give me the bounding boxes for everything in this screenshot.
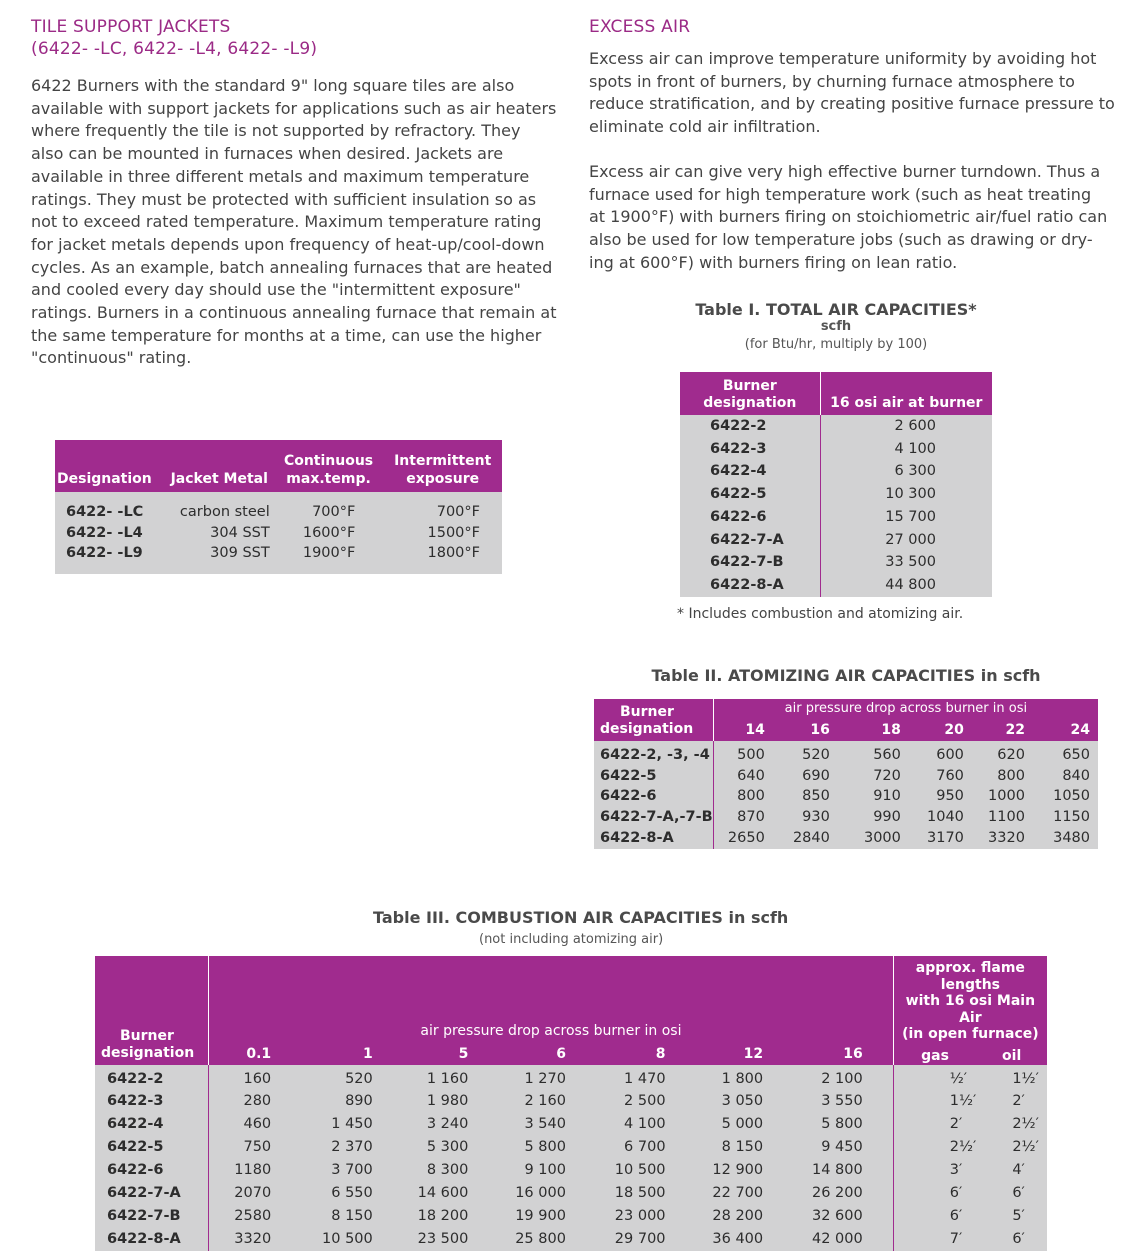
table2-value: 2840 [779, 828, 850, 849]
tile-jackets-title-line1: TILE SUPPORT JACKETS [31, 17, 231, 37]
table3-value: 1 800 [706, 1065, 806, 1091]
table2-value: 1000 [974, 786, 1039, 807]
jacket-header-continuous: Continuous max.temp. [274, 440, 384, 492]
table2-value: 690 [779, 766, 850, 787]
excess-para2-line: furnace used for high temperature work (such as heat treating [589, 184, 1092, 204]
table2-value: 850 [779, 786, 850, 807]
table3-col-header: 6 [508, 1043, 608, 1065]
table3-value: 3 050 [706, 1090, 806, 1113]
table3-header-burner: Burner designation [95, 956, 209, 1065]
table3-value: 9 100 [508, 1159, 608, 1182]
table3-header-pressure: air pressure drop across burner in osi [209, 956, 894, 1043]
table3-value: 18 200 [411, 1205, 509, 1228]
table2-col-header: 16 [779, 719, 850, 741]
table1-value: 10 300 [820, 483, 992, 506]
table2-value: 1150 [1039, 807, 1098, 828]
jacket-metal: 309 SST [165, 543, 274, 574]
table1-value: 2 600 [820, 415, 992, 438]
table3-designation: 6422-8-A [95, 1228, 209, 1251]
table1-designation: 6422-3 [680, 438, 820, 461]
table3-value: 460 [209, 1113, 316, 1136]
table3-value: 2 160 [508, 1090, 608, 1113]
table3-value: 12 900 [706, 1159, 806, 1182]
table3-value: 750 [209, 1136, 316, 1159]
table3-flame-oil: 5′ [976, 1205, 1047, 1228]
table3-value: 10 500 [315, 1228, 411, 1251]
table3-flame-oil: 1½′ [976, 1065, 1047, 1091]
table3-value: 14 600 [411, 1182, 509, 1205]
table2-value: 990 [850, 807, 913, 828]
tile-body-line: ratings. Burners in a continuous annealing furnace that remain at [31, 303, 557, 323]
table3-value: 2 370 [315, 1136, 411, 1159]
table2-row [594, 786, 1098, 807]
table3-value: 3 700 [315, 1159, 411, 1182]
table3-designation: 6422-2 [95, 1065, 209, 1091]
table3-row [95, 1228, 1047, 1251]
table3-value: 29 700 [608, 1228, 706, 1251]
table3-value: 6 700 [608, 1136, 706, 1159]
table3-col-header: 5 [411, 1043, 509, 1065]
table2-col-header: 22 [974, 719, 1039, 741]
table2-designation: 6422-8-A [594, 828, 713, 849]
table3-value: 22 700 [706, 1182, 806, 1205]
jacket-continuous: 1600°F [274, 523, 384, 544]
table2-value: 500 [713, 741, 779, 766]
table3-value: 280 [209, 1090, 316, 1113]
table3-value: 3 550 [805, 1090, 893, 1113]
table3-value: 1 980 [411, 1090, 509, 1113]
jacket-table [55, 440, 502, 574]
table3-value: 8 150 [315, 1205, 411, 1228]
table3-col-header: 16 [805, 1043, 893, 1065]
table2-row [594, 741, 1098, 766]
table3-flame-oil: 2′ [976, 1090, 1047, 1113]
table2-value: 800 [713, 786, 779, 807]
table2-designation: 6422-5 [594, 766, 713, 787]
table3-value: 2070 [209, 1182, 316, 1205]
table3-flame-gas: 6′ [893, 1205, 976, 1228]
table3-value: 18 500 [608, 1182, 706, 1205]
table3-value: 5 000 [706, 1113, 806, 1136]
jacket-designation: 6422- -LC [55, 492, 165, 523]
table2-row [594, 807, 1098, 828]
table3-value: 8 150 [706, 1136, 806, 1159]
tile-body-line: available with support jackets for applications such as air heaters [31, 98, 557, 118]
table3-value: 32 600 [805, 1205, 893, 1228]
table1-value: 33 500 [820, 551, 992, 574]
excess-para1-line: Excess air can improve temperature uniformity by avoiding hot [589, 49, 1097, 68]
table3-value: 23 500 [411, 1228, 509, 1251]
table3-flame-gas: ½′ [893, 1065, 976, 1091]
table3-flame-gas: 3′ [893, 1159, 976, 1182]
table2-value: 950 [913, 786, 974, 807]
table2-value: 560 [850, 741, 913, 766]
table2-designation: 6422-7-A,-7-B [594, 807, 713, 828]
table3-value: 25 800 [508, 1228, 608, 1251]
table3-value: 4 100 [608, 1113, 706, 1136]
table3-value: 1 270 [508, 1065, 608, 1091]
table1-row [680, 460, 992, 483]
table3-flame-oil: 6′ [976, 1182, 1047, 1205]
table3-flame-oil: 4′ [976, 1159, 1047, 1182]
table3-value: 14 800 [805, 1159, 893, 1182]
table3-value: 5 300 [411, 1136, 509, 1159]
table1-designation: 6422-2 [680, 415, 820, 438]
table1-row [680, 551, 992, 574]
jacket-continuous: 700°F [274, 492, 384, 523]
excess-air-para2 [589, 161, 1119, 275]
tile-body-line: available in three different metals and maximum temperature [31, 166, 530, 186]
table3-flame-gas: 2′ [893, 1113, 976, 1136]
table2-designation: 6422-6 [594, 786, 713, 807]
table1-row [680, 506, 992, 529]
table2-value: 1040 [913, 807, 974, 828]
table3-col-oil: oil [976, 1043, 1047, 1065]
jacket-metal: carbon steel [165, 492, 274, 523]
table3-designation: 6422-6 [95, 1159, 209, 1182]
table3-value: 3 240 [411, 1113, 509, 1136]
table3-row [95, 1090, 1047, 1113]
jacket-designation: 6422- -L4 [55, 523, 165, 544]
table1-designation: 6422-7-B [680, 551, 820, 574]
tile-jackets-body [31, 75, 561, 370]
table2-value: 3170 [913, 828, 974, 849]
table2-row [594, 766, 1098, 787]
table3-value: 16 000 [508, 1182, 608, 1205]
table3-row [95, 1205, 1047, 1228]
jacket-intermittent: 1500°F [383, 523, 502, 544]
table2-value: 520 [779, 741, 850, 766]
table3-row [95, 1113, 1047, 1136]
tile-body-line: not to exceed rated temperature. Maximum temperature rating [31, 212, 542, 232]
table3-flame-oil: 6′ [976, 1228, 1047, 1251]
table2-header-pressure: air pressure drop across burner in osi [713, 699, 1098, 719]
table1-value: 44 800 [820, 574, 992, 597]
table1-unit: scfh [820, 319, 852, 334]
table3-value: 42 000 [805, 1228, 893, 1251]
excess-air-para1 [589, 48, 1119, 139]
table1-row [680, 415, 992, 438]
table2-value: 640 [713, 766, 779, 787]
tile-body-line: where frequently the tile is not supported by refractory. They [31, 121, 521, 141]
table2-value: 3480 [1039, 828, 1098, 849]
tile-body-line: 6422 Burners with the standard 9" long square tiles are also [31, 76, 515, 95]
table3-value: 28 200 [706, 1205, 806, 1228]
table1-header-air: 16 osi air at burner [820, 372, 992, 415]
table1-footnote: * Includes combustion and atomizing air. [677, 606, 964, 622]
table2-value: 3320 [974, 828, 1039, 849]
table3-caption: Table III. COMBUSTION AIR CAPACITIES in scfh [373, 908, 789, 927]
table3-designation: 6422-7-A [95, 1182, 209, 1205]
jacket-intermittent: 700°F [383, 492, 502, 523]
table1-row [680, 529, 992, 552]
table3-value: 23 000 [608, 1205, 706, 1228]
table2-value: 1100 [974, 807, 1039, 828]
table3-value: 1 160 [411, 1065, 509, 1091]
table2-value: 650 [1039, 741, 1098, 766]
tile-body-line: cycles. As an example, batch annealing furnaces that are heated [31, 257, 553, 277]
table3-row [95, 1136, 1047, 1159]
table3-value: 2 100 [805, 1065, 893, 1091]
table1-row [680, 438, 992, 461]
table2-col-header: 20 [913, 719, 974, 741]
jacket-header-designation: Designation [55, 440, 165, 492]
table3-designation: 6422-3 [95, 1090, 209, 1113]
table3-value: 3 540 [508, 1113, 608, 1136]
excess-para2-line: at 1900°F) with burners firing on stoichiometric air/fuel ratio can [589, 207, 1108, 227]
excess-para1-line: reduce stratification, and by creating positive furnace pressure to [589, 94, 1115, 114]
table3-flame-gas: 6′ [893, 1182, 976, 1205]
jacket-row [55, 492, 502, 523]
table3-designation: 6422-7-B [95, 1205, 209, 1228]
table1-row [680, 574, 992, 597]
table3-value: 8 300 [411, 1159, 509, 1182]
table3-value: 26 200 [805, 1182, 893, 1205]
table2-value: 840 [1039, 766, 1098, 787]
tile-body-line: also can be mounted in furnaces when desired. Jackets are [31, 144, 504, 164]
table2-value: 1050 [1039, 786, 1098, 807]
table2-value: 2650 [713, 828, 779, 849]
table3-value: 1180 [209, 1159, 316, 1182]
table1-row [680, 483, 992, 506]
table2-header-burner: Burner designation [594, 699, 713, 741]
jacket-designation: 6422- -L9 [55, 543, 165, 574]
table1-caption-block [680, 300, 992, 355]
table3-value: 3320 [209, 1228, 316, 1251]
table1-value: 6 300 [820, 460, 992, 483]
excess-para2-line: ing at 600°F) with burners firing on lean ratio. [589, 252, 958, 272]
table2-value: 620 [974, 741, 1039, 766]
tile-jackets-title-line2: (6422- -LC, 6422- -L4, 6422- -L9) [31, 39, 318, 59]
table1-caption: Table I. TOTAL AIR CAPACITIES* [695, 300, 977, 319]
excess-para2-line: Excess air can give very high effective burner turndown. Thus a [589, 162, 1101, 181]
table2-caption: Table II. ATOMIZING AIR CAPACITIES in scfh [651, 666, 1041, 685]
excess-para1-line: eliminate cold air infiltration. [589, 117, 821, 137]
table3-col-header: 8 [608, 1043, 706, 1065]
table3-row [95, 1182, 1047, 1205]
table1-designation: 6422-6 [680, 506, 820, 529]
tile-body-line: "continuous" rating. [31, 348, 192, 368]
table2-col-header: 24 [1039, 719, 1098, 741]
tile-body-line: for jacket metals depends upon frequency of heat-up/cool-down [31, 234, 545, 254]
tile-jackets-title [31, 16, 317, 60]
table2-value: 800 [974, 766, 1039, 787]
jacket-intermittent: 1800°F [383, 543, 502, 574]
excess-para1-line: spots in front of burners, by churning furnace atmosphere to [589, 71, 1075, 91]
excess-para2-line: also be used for low temperature jobs (such as drawing or dry- [589, 230, 1093, 250]
table3-flame-oil: 2½′ [976, 1136, 1047, 1159]
table2-atomizing-air [594, 699, 1098, 849]
table3-value: 2 500 [608, 1090, 706, 1113]
tile-body-line: the same temperature for months at a time, can use the higher [31, 325, 542, 345]
table3-designation: 6422-4 [95, 1113, 209, 1136]
table3-row [95, 1159, 1047, 1182]
table1-value: 4 100 [820, 438, 992, 461]
jacket-row [55, 543, 502, 574]
tile-body-line: and cooled every day should use the "intermittent exposure" [31, 280, 521, 300]
table1-total-air [680, 372, 992, 597]
table2-col-header: 18 [850, 719, 913, 741]
table3-flame-oil: 2½′ [976, 1113, 1047, 1136]
table2-value: 870 [713, 807, 779, 828]
table2-col-header: 14 [713, 719, 779, 741]
table3-value: 10 500 [608, 1159, 706, 1182]
table3-col-header: 0.1 [209, 1043, 316, 1065]
table1-value: 27 000 [820, 529, 992, 552]
table3-value: 520 [315, 1065, 411, 1091]
jacket-continuous: 1900°F [274, 543, 384, 574]
table1-designation: 6422-8-A [680, 574, 820, 597]
excess-air-title: EXCESS AIR [589, 17, 691, 37]
table2-value: 720 [850, 766, 913, 787]
jacket-header-metal: Jacket Metal [165, 440, 274, 492]
table3-header-flame: approx. flame lengths with 16 osi Main Air (in open furnace) [893, 956, 1047, 1043]
table3-value: 36 400 [706, 1228, 806, 1251]
table3-value: 5 800 [508, 1136, 608, 1159]
table3-value: 6 550 [315, 1182, 411, 1205]
table3-value: 9 450 [805, 1136, 893, 1159]
table3-subcaption: (not including atomizing air) [479, 932, 664, 947]
table1-designation: 6422-7-A [680, 529, 820, 552]
table3-value: 1 450 [315, 1113, 411, 1136]
table3-col-gas: gas [893, 1043, 976, 1065]
table3-col-header: 12 [706, 1043, 806, 1065]
table2-value: 760 [913, 766, 974, 787]
table2-value: 3000 [850, 828, 913, 849]
table1-subcaption: (for Btu/hr, multiply by 100) [744, 337, 928, 352]
table3-combustion-air [95, 956, 1047, 1251]
table3-value: 890 [315, 1090, 411, 1113]
table3-flame-gas: 7′ [893, 1228, 976, 1251]
jacket-metal: 304 SST [165, 523, 274, 544]
table3-value: 5 800 [805, 1113, 893, 1136]
table3-value: 19 900 [508, 1205, 608, 1228]
table2-value: 930 [779, 807, 850, 828]
jacket-row [55, 523, 502, 544]
table2-value: 910 [850, 786, 913, 807]
table1-value: 15 700 [820, 506, 992, 529]
table3-row [95, 1065, 1047, 1091]
table1-header-burner: Burner designation [680, 372, 820, 415]
table3-designation: 6422-5 [95, 1136, 209, 1159]
table3-value: 160 [209, 1065, 316, 1091]
jacket-header-intermittent: Intermittent exposure [383, 440, 502, 492]
table2-designation: 6422-2, -3, -4 [594, 741, 713, 766]
table3-flame-gas: 1½′ [893, 1090, 976, 1113]
table3-col-header: 1 [315, 1043, 411, 1065]
table3-value: 1 470 [608, 1065, 706, 1091]
tile-body-line: ratings. They must be protected with sufficient insulation so as [31, 189, 537, 209]
table1-designation: 6422-4 [680, 460, 820, 483]
table3-value: 2580 [209, 1205, 316, 1228]
table3-flame-gas: 2½′ [893, 1136, 976, 1159]
table2-row [594, 828, 1098, 849]
table1-designation: 6422-5 [680, 483, 820, 506]
table2-value: 600 [913, 741, 974, 766]
